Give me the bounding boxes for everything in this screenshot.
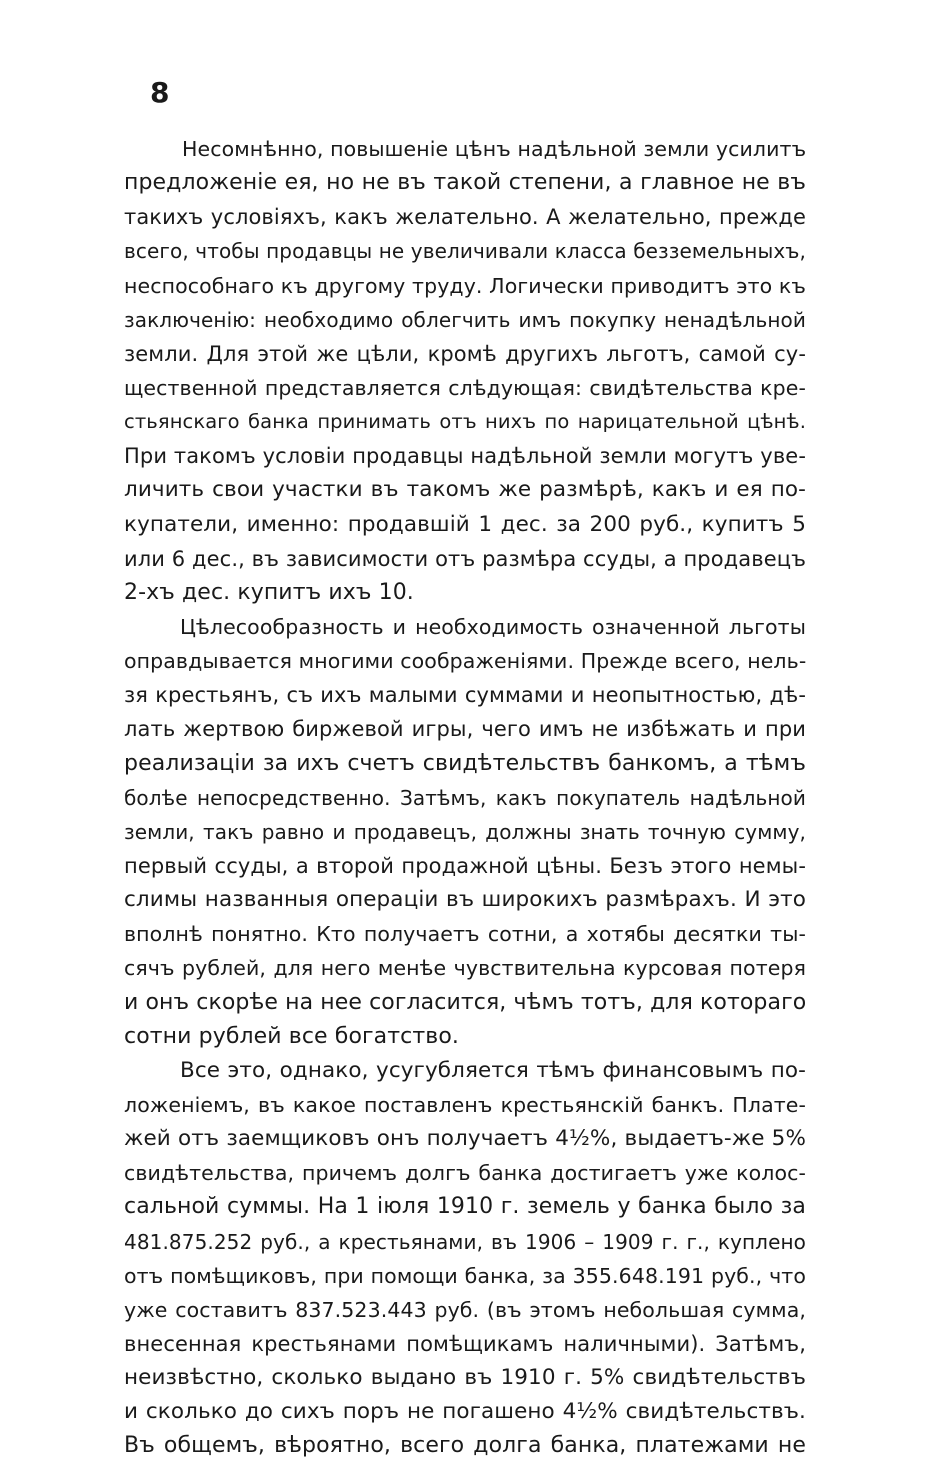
text-line: уже составитъ 837.523.443 руб. (въ этомъ небольшая сумма, (124, 1297, 806, 1322)
text-line: предложеніе ея, но не въ такой степени, а главное не въ (124, 170, 806, 196)
text-line: зя крестьянъ, съ ихъ малыми суммами и неопытностью, дѣ- (124, 683, 806, 708)
text-line: сячъ рублей, для него менѣе чувствительна курсовая потеря (124, 956, 806, 981)
text-line: свидѣтельства, причемъ долгъ банка достигаетъ уже колос- (124, 1161, 806, 1186)
text-line: Несомнѣнно, повышеніе цѣнъ надѣльной земли усилитъ (182, 137, 807, 161)
text-line: лать жертвою биржевой игры, чего имъ не избѣжать и при (124, 717, 806, 742)
text-line: сальной суммы. На 1 іюля 1910 г. земель у банка было за (124, 1194, 806, 1220)
text-line: вполнѣ понятно. Кто получаетъ сотни, а хотябы десятки ты- (124, 922, 806, 947)
text-line: земли. Для этой же цѣли, кромѣ другихъ льготъ, самой су- (124, 341, 806, 366)
text-line: внесенная крестьянами помѣщикамъ наличными). Затѣмъ, (124, 1331, 806, 1356)
text-line: реализаціи за ихъ счетъ свидѣтельствъ банкомъ, а тѣмъ (124, 750, 806, 776)
text-line: 2-хъ дес. купитъ ихъ 10. (124, 579, 414, 605)
text-line: земли, такъ равно и продавецъ, должны знать точную сумму, (124, 819, 806, 844)
text-line: сотни рублей все богатство. (124, 1023, 459, 1049)
text-line: Въ общемъ, вѣроятно, всего долга банка, платежами не (124, 1433, 806, 1459)
text-line: или 6 дес., въ зависимости отъ размѣра ссуды, а продавецъ (124, 546, 807, 571)
body-text (124, 132, 806, 1463)
text-line: При такомъ условіи продавцы надѣльной земли могутъ уве- (124, 444, 806, 469)
text-line: неизвѣстно, сколько выдано въ 1910 г. 5% свидѣтельствъ (124, 1365, 806, 1391)
page-number: 8 (150, 76, 170, 109)
text-line: заключенію: необходимо облегчить имъ покупку ненадѣльной (124, 307, 806, 332)
text-line: отъ помѣщиковъ, при помощи банка, за 355.648.191 руб., что (124, 1263, 806, 1288)
text-line: всего, чтобы продавцы не увеличивали класса безземельныхъ, (124, 239, 806, 264)
text-line: неспособнаго къ другому труду. Логически приводитъ это къ (124, 273, 806, 298)
text-line: оправдывается многими соображеніями. Прежде всего, нель- (124, 649, 807, 674)
text-line: 481.875.252 руб., а крестьянами, въ 1906 – 1909 г. г., куплено (124, 1229, 806, 1254)
text-line: жей отъ заемщиковъ онъ получаетъ 4½%, выдаетъ-же 5% (124, 1126, 806, 1152)
text-line: такихъ условіяхъ, какъ желательно. А желательно, прежде (124, 205, 806, 230)
text-line: и онъ скорѣе на нее согласится, чѣмъ тотъ, для котораго (124, 989, 807, 1015)
text-line: первый ссуды, а второй продажной цѣны. Безъ этого немы- (124, 853, 806, 878)
text-line: купатели, именно: продавшій 1 дес. за 200 руб., купитъ 5 (124, 511, 806, 537)
text-line: личить свои участки въ такомъ же размѣрѣ, какъ и ея по- (124, 477, 806, 503)
text-line: щественной представляется слѣдующая: свидѣтельства кре- (124, 375, 806, 400)
text-line: болѣе непосредственно. Затѣмъ, какъ покупатель надѣльной (124, 785, 806, 810)
text-line: ложеніемъ, въ какое поставленъ крестьянскій банкъ. Плате- (124, 1092, 806, 1117)
text-line: стьянскаго банка принимать отъ нихъ по нарицательной цѣнѣ. (124, 410, 806, 434)
text-line: Цѣлесообразность и необходимость означенной льготы (180, 614, 806, 639)
text-line: слимы названныя операціи въ широкихъ размѣрахъ. И это (124, 887, 806, 913)
text-line: Все это, однако, усугубляется тѣмъ финансовымъ по- (180, 1057, 806, 1083)
text-line: и сколько до сихъ поръ не погашено 4½% свидѣтельствъ. (124, 1399, 806, 1425)
